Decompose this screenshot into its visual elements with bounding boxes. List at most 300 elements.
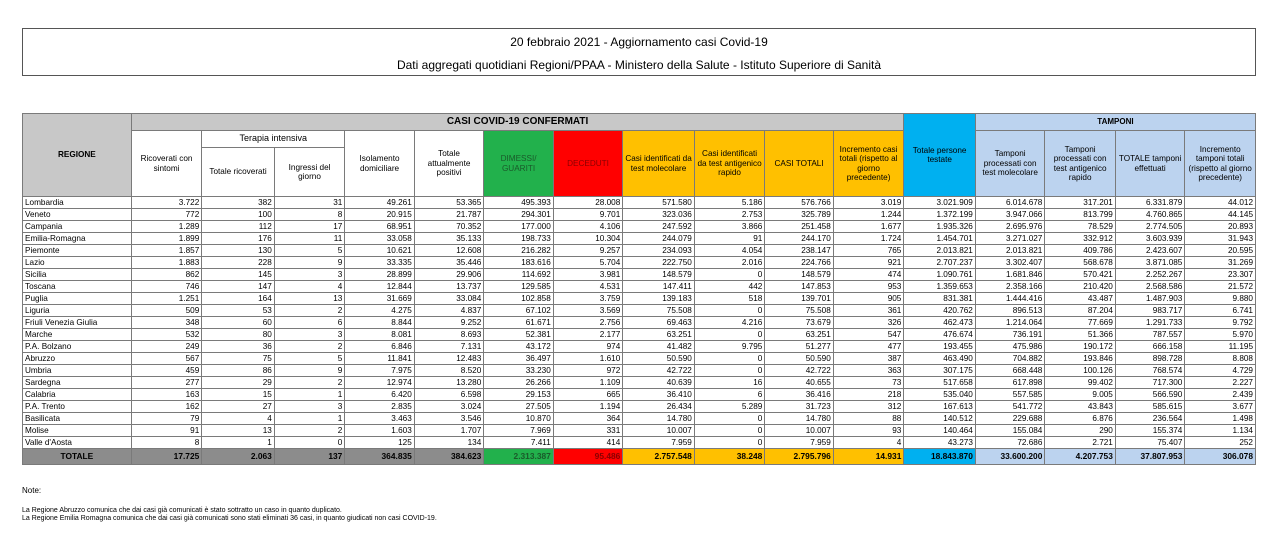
table-cell: 69.463 (623, 317, 695, 329)
table-cell: 896.513 (975, 305, 1045, 317)
table-cell: 1.677 (833, 221, 904, 233)
table-cell: 218 (833, 389, 904, 401)
table-cell: 787.557 (1115, 329, 1185, 341)
table-cell: 1.291.733 (1115, 317, 1185, 329)
note-emilia-romagna: La Regione Emilia Romagna comunica che dai casi già comunicati sono stati eliminati 36 casi, in quanto giudicati non casi COVID-19. (22, 515, 437, 522)
icu-admissions-header: Ingressi del giorno (274, 148, 345, 197)
table-cell: 2 (274, 377, 345, 389)
table-cell: 364 (553, 413, 623, 425)
table-cell: 3.866 (694, 221, 765, 233)
table-cell: 8.693 (414, 329, 484, 341)
table-cell: 16 (694, 377, 765, 389)
table-row (23, 209, 1256, 221)
table-cell: 5 (274, 353, 345, 365)
table-cell: 12.974 (345, 377, 415, 389)
table-cell: 2.358.166 (975, 281, 1045, 293)
table-cell: 5 (274, 245, 345, 257)
table-cell: 921 (833, 257, 904, 269)
table-cell: 361 (833, 305, 904, 317)
table-row (23, 389, 1256, 401)
table-cell: 33.335 (345, 257, 415, 269)
table-cell: 228 (202, 257, 275, 269)
table-cell: 114.692 (484, 269, 554, 281)
table-cell: 0 (694, 269, 765, 281)
table-cell: 4.216 (694, 317, 765, 329)
table-cell: 2.252.267 (1115, 269, 1185, 281)
table-cell: 93 (833, 425, 904, 437)
table-row (23, 233, 1256, 245)
table-cell: 78.529 (1045, 221, 1116, 233)
table-cell: 29.906 (414, 269, 484, 281)
table-cell: 49.261 (345, 197, 415, 209)
table-cell: 53 (202, 305, 275, 317)
table-cell: 72.686 (975, 437, 1045, 449)
table-cell: 3.677 (1185, 401, 1256, 413)
table-cell: 2.695.976 (975, 221, 1045, 233)
table-cell: 547 (833, 329, 904, 341)
table-cell: 36.410 (623, 389, 695, 401)
table-cell: 1.610 (553, 353, 623, 365)
table-cell: 77.669 (1045, 317, 1116, 329)
table-cell: 73 (833, 377, 904, 389)
table-cell: 557.585 (975, 389, 1045, 401)
table-cell: 51.366 (1045, 329, 1116, 341)
table-cell: 86 (202, 365, 275, 377)
table-cell: 50.590 (623, 353, 695, 365)
table-cell: 75.508 (623, 305, 695, 317)
table-cell: 8 (274, 209, 345, 221)
table-cell: 27.505 (484, 401, 554, 413)
currently-positive-header: Totale attualmente positivi (414, 131, 484, 197)
table-cell: 21.787 (414, 209, 484, 221)
table-cell: 666.158 (1115, 341, 1185, 353)
table-cell: 294.301 (484, 209, 554, 221)
table-cell: 905 (833, 293, 904, 305)
table-cell: 238.147 (765, 245, 833, 257)
icu-total-header: Totale ricoverati (202, 148, 275, 197)
table-cell: 3.981 (553, 269, 623, 281)
table-cell: 2.016 (694, 257, 765, 269)
table-row (23, 257, 1256, 269)
region-name-cell: Sardegna (23, 377, 132, 389)
region-name-cell: Abruzzo (23, 353, 132, 365)
region-name-cell: Puglia (23, 293, 132, 305)
total-cell: 384.623 (414, 449, 484, 465)
table-cell: 462.473 (904, 317, 976, 329)
table-cell: 43.487 (1045, 293, 1116, 305)
table-cell: 70.352 (414, 221, 484, 233)
table-cell: 52.381 (484, 329, 554, 341)
table-cell: 139.701 (765, 293, 833, 305)
table-cell: 31.723 (765, 401, 833, 413)
table-cell: 176 (202, 233, 275, 245)
table-cell: 1 (274, 413, 345, 425)
table-cell: 100.126 (1045, 365, 1116, 377)
table-cell: 145 (202, 269, 275, 281)
table-cell: 87.204 (1045, 305, 1116, 317)
table-cell: 7.959 (623, 437, 695, 449)
report-source-subtitle: Dati aggregati quotidiani Regioni/PPAA - Ministero della Salute - Istituto Superiore di Sanità (396, 58, 882, 72)
table-cell: 3.271.027 (975, 233, 1045, 245)
table-cell: 1.090.761 (904, 269, 976, 281)
table-cell: 0 (694, 365, 765, 377)
table-cell: 17 (274, 221, 345, 233)
table-cell: 229.688 (975, 413, 1045, 425)
table-cell: 4 (833, 437, 904, 449)
table-cell: 125 (345, 437, 415, 449)
table-cell: 953 (833, 281, 904, 293)
total-row (23, 449, 1256, 465)
table-cell: 974 (553, 341, 623, 353)
table-cell: 3.021.909 (904, 197, 976, 209)
tamponi-group-header: TAMPONI (975, 114, 1255, 131)
table-cell: 325.789 (765, 209, 833, 221)
table-cell: 6.598 (414, 389, 484, 401)
table-cell: 26.434 (623, 401, 695, 413)
table-cell: 244.170 (765, 233, 833, 245)
table-cell: 80 (202, 329, 275, 341)
region-name-cell: Basilicata (23, 413, 132, 425)
table-cell: 139.183 (623, 293, 695, 305)
region-name-cell: Veneto (23, 209, 132, 221)
region-name-cell: Valle d'Aosta (23, 437, 132, 449)
table-cell: 63.251 (765, 329, 833, 341)
notes-heading: Note: (22, 486, 42, 495)
table-cell: 9.252 (414, 317, 484, 329)
table-cell: 99.402 (1045, 377, 1116, 389)
table-cell: 348 (131, 317, 202, 329)
table-cell: 9.880 (1185, 293, 1256, 305)
table-cell: 40.639 (623, 377, 695, 389)
table-cell: 3.759 (553, 293, 623, 305)
table-cell: 23.307 (1185, 269, 1256, 281)
table-cell: 2.835 (345, 401, 415, 413)
table-cell: 155.084 (975, 425, 1045, 437)
table-cell: 88 (833, 413, 904, 425)
table-cell: 91 (694, 233, 765, 245)
table-cell: 79 (131, 413, 202, 425)
table-cell: 1.194 (553, 401, 623, 413)
table-cell: 5.970 (1185, 329, 1256, 341)
table-cell: 898.728 (1115, 353, 1185, 365)
table-cell: 193.846 (1045, 353, 1116, 365)
table-cell: 3.024 (414, 401, 484, 413)
table-cell: 249 (131, 341, 202, 353)
confirmed-cases-group-header: CASI COVID-19 CONFERMATI (131, 114, 904, 131)
table-cell: 50.590 (765, 353, 833, 365)
table-cell: 8.808 (1185, 353, 1256, 365)
home-isolation-header: Isolamento domiciliare (345, 131, 415, 197)
table-cell: 102.858 (484, 293, 554, 305)
table-cell: 409.786 (1045, 245, 1116, 257)
table-cell: 163 (131, 389, 202, 401)
total-cell: 37.807.953 (1115, 449, 1185, 465)
table-cell: 736.191 (975, 329, 1045, 341)
region-name-cell: Friuli Venezia Giulia (23, 317, 132, 329)
table-cell: 5.289 (694, 401, 765, 413)
table-cell: 12.483 (414, 353, 484, 365)
table-cell: 2.013.821 (904, 245, 976, 257)
table-cell: 2.177 (553, 329, 623, 341)
covid-data-table (22, 113, 1256, 465)
table-cell: 3 (274, 269, 345, 281)
table-cell: 6.846 (345, 341, 415, 353)
table-cell: 251.458 (765, 221, 833, 233)
table-cell: 31 (274, 197, 345, 209)
table-cell: 1 (274, 389, 345, 401)
table-cell: 0 (694, 329, 765, 341)
total-cell: 18.843.870 (904, 449, 976, 465)
table-cell: 140.512 (904, 413, 976, 425)
table-cell: 33.058 (345, 233, 415, 245)
table-cell: 2.707.237 (904, 257, 976, 269)
table-cell: 33.084 (414, 293, 484, 305)
table-cell: 13.737 (414, 281, 484, 293)
table-cell: 67.102 (484, 305, 554, 317)
table-cell: 7.975 (345, 365, 415, 377)
table-cell: 983.717 (1115, 305, 1185, 317)
table-row (23, 329, 1256, 341)
table-cell: 2.227 (1185, 377, 1256, 389)
table-cell: 75 (202, 353, 275, 365)
table-cell: 53.365 (414, 197, 484, 209)
table-row (23, 341, 1256, 353)
table-cell: 210.420 (1045, 281, 1116, 293)
table-cell: 100 (202, 209, 275, 221)
table-cell: 972 (553, 365, 623, 377)
table-cell: 2 (274, 305, 345, 317)
table-cell: 0 (694, 425, 765, 437)
table-cell: 42.722 (765, 365, 833, 377)
table-cell: 13 (202, 425, 275, 437)
table-cell: 28.008 (553, 197, 623, 209)
molecular-swabs-header: Tamponi processati con test molecolare (975, 131, 1045, 197)
table-cell: 0 (694, 413, 765, 425)
table-cell: 1.109 (553, 377, 623, 389)
table-cell: 307.175 (904, 365, 976, 377)
table-cell: 4 (202, 413, 275, 425)
table-cell: 11.841 (345, 353, 415, 365)
table-cell: 29.153 (484, 389, 554, 401)
table-cell: 20.595 (1185, 245, 1256, 257)
table-cell: 463.490 (904, 353, 976, 365)
region-name-cell: Campania (23, 221, 132, 233)
table-cell: 2.568.586 (1115, 281, 1185, 293)
table-cell: 0 (694, 353, 765, 365)
total-cell: 2.757.548 (623, 449, 695, 465)
table-cell: 1.883 (131, 257, 202, 269)
table-cell: 36 (202, 341, 275, 353)
table-cell: 568.678 (1045, 257, 1116, 269)
region-name-cell: Calabria (23, 389, 132, 401)
table-cell: 9 (274, 365, 345, 377)
table-cell: 3.603.939 (1115, 233, 1185, 245)
antigen-swabs-header: Tamponi processati con test antigenico rapido (1045, 131, 1116, 197)
table-cell: 2.721 (1045, 437, 1116, 449)
table-cell: 43.273 (904, 437, 976, 449)
table-cell: 4.106 (553, 221, 623, 233)
total-cell: 137 (274, 449, 345, 465)
table-cell: 2.439 (1185, 389, 1256, 401)
region-column-header: REGIONE (23, 114, 132, 197)
table-cell: 140.464 (904, 425, 976, 437)
table-cell: 73.679 (765, 317, 833, 329)
table-cell: 4.054 (694, 245, 765, 257)
table-cell: 3 (274, 401, 345, 413)
table-cell: 61.671 (484, 317, 554, 329)
total-cell: 38.248 (694, 449, 765, 465)
cases-increment-header: Incremento casi totali (rispetto al giorno precedente) (833, 131, 904, 197)
table-cell: 28.899 (345, 269, 415, 281)
table-cell: 147.853 (765, 281, 833, 293)
table-cell: 665 (553, 389, 623, 401)
table-cell: 323.036 (623, 209, 695, 221)
table-cell: 3.722 (131, 197, 202, 209)
table-cell: 772 (131, 209, 202, 221)
table-cell: 518 (694, 293, 765, 305)
table-cell: 1.134 (1185, 425, 1256, 437)
table-cell: 4.760.865 (1115, 209, 1185, 221)
table-cell: 746 (131, 281, 202, 293)
report-title-box (22, 28, 1256, 76)
table-row (23, 245, 1256, 257)
table-cell: 3.302.407 (975, 257, 1045, 269)
table-cell: 4.837 (414, 305, 484, 317)
table-cell: 717.300 (1115, 377, 1185, 389)
table-cell: 42.722 (623, 365, 695, 377)
region-name-cell: Umbria (23, 365, 132, 377)
table-cell: 51.277 (765, 341, 833, 353)
total-cell: 14.931 (833, 449, 904, 465)
table-cell: 13 (274, 293, 345, 305)
table-cell: 571.580 (623, 197, 695, 209)
table-cell: 1.289 (131, 221, 202, 233)
table-cell: 813.799 (1045, 209, 1116, 221)
table-cell: 1.603 (345, 425, 415, 437)
table-cell: 4.729 (1185, 365, 1256, 377)
table-cell: 21.572 (1185, 281, 1256, 293)
table-cell: 9.257 (553, 245, 623, 257)
table-cell: 517.658 (904, 377, 976, 389)
total-cell: 2.795.796 (765, 449, 833, 465)
table-cell: 11 (274, 233, 345, 245)
table-cell: 134 (414, 437, 484, 449)
table-cell: 5.704 (553, 257, 623, 269)
total-swabs-header: TOTALE tamponi effettuati (1115, 131, 1185, 197)
table-cell: 193.455 (904, 341, 976, 353)
table-cell: 566.590 (1115, 389, 1185, 401)
table-cell: 236.564 (1115, 413, 1185, 425)
table-cell: 6.014.678 (975, 197, 1045, 209)
table-cell: 0 (274, 437, 345, 449)
table-cell: 6.331.879 (1115, 197, 1185, 209)
table-cell: 31.943 (1185, 233, 1256, 245)
table-row (23, 425, 1256, 437)
table-cell: 8.844 (345, 317, 415, 329)
total-cell: 95.486 (553, 449, 623, 465)
table-cell: 155.374 (1115, 425, 1185, 437)
table-cell: 1.935.326 (904, 221, 976, 233)
table-cell: 331 (553, 425, 623, 437)
table-row (23, 221, 1256, 233)
table-cell: 1.498 (1185, 413, 1256, 425)
table-cell: 10.007 (765, 425, 833, 437)
table-cell: 15 (202, 389, 275, 401)
table-row (23, 317, 1256, 329)
table-cell: 567 (131, 353, 202, 365)
table-cell: 459 (131, 365, 202, 377)
table-cell: 75.407 (1115, 437, 1185, 449)
table-row (23, 365, 1256, 377)
notes-section (22, 487, 437, 523)
table-cell: 63.251 (623, 329, 695, 341)
table-cell: 6.876 (1045, 413, 1116, 425)
table-cell: 3 (274, 329, 345, 341)
table-row (23, 305, 1256, 317)
table-cell: 382 (202, 197, 275, 209)
table-cell: 162 (131, 401, 202, 413)
table-cell: 2.774.505 (1115, 221, 1185, 233)
table-cell: 7.411 (484, 437, 554, 449)
table-cell: 3.019 (833, 197, 904, 209)
table-row (23, 377, 1256, 389)
table-cell: 33.230 (484, 365, 554, 377)
table-cell: 768.574 (1115, 365, 1185, 377)
table-row (23, 437, 1256, 449)
total-label-cell: TOTALE (23, 449, 132, 465)
table-cell: 148.579 (623, 269, 695, 281)
table-cell: 43.843 (1045, 401, 1116, 413)
table-cell: 10.007 (623, 425, 695, 437)
table-cell: 9.701 (553, 209, 623, 221)
table-cell: 617.898 (975, 377, 1045, 389)
table-row (23, 413, 1256, 425)
table-cell: 216.282 (484, 245, 554, 257)
table-cell: 183.616 (484, 257, 554, 269)
table-cell: 7.959 (765, 437, 833, 449)
table-cell: 6.420 (345, 389, 415, 401)
table-cell: 4.275 (345, 305, 415, 317)
table-cell: 112 (202, 221, 275, 233)
table-cell: 1.707 (414, 425, 484, 437)
table-cell: 831.381 (904, 293, 976, 305)
table-cell: 532 (131, 329, 202, 341)
region-name-cell: Sicilia (23, 269, 132, 281)
table-cell: 198.733 (484, 233, 554, 245)
table-cell: 477 (833, 341, 904, 353)
molecular-cases-header: Casi identificati da test molecolare (623, 131, 695, 197)
table-cell: 10.621 (345, 245, 415, 257)
table-cell: 147 (202, 281, 275, 293)
table-cell: 3.463 (345, 413, 415, 425)
table-cell: 277 (131, 377, 202, 389)
table-cell: 9.005 (1045, 389, 1116, 401)
table-cell: 704.882 (975, 353, 1045, 365)
table-cell: 2.753 (694, 209, 765, 221)
table-cell: 44.145 (1185, 209, 1256, 221)
table-cell: 91 (131, 425, 202, 437)
total-cell: 2.313.387 (484, 449, 554, 465)
table-cell: 148.579 (765, 269, 833, 281)
table-cell: 31.669 (345, 293, 415, 305)
table-cell: 14.780 (765, 413, 833, 425)
region-name-cell: Lazio (23, 257, 132, 269)
table-cell: 3.871.085 (1115, 257, 1185, 269)
table-cell: 1.681.846 (975, 269, 1045, 281)
table-cell: 129.585 (484, 281, 554, 293)
table-cell: 290 (1045, 425, 1116, 437)
table-cell: 9.795 (694, 341, 765, 353)
